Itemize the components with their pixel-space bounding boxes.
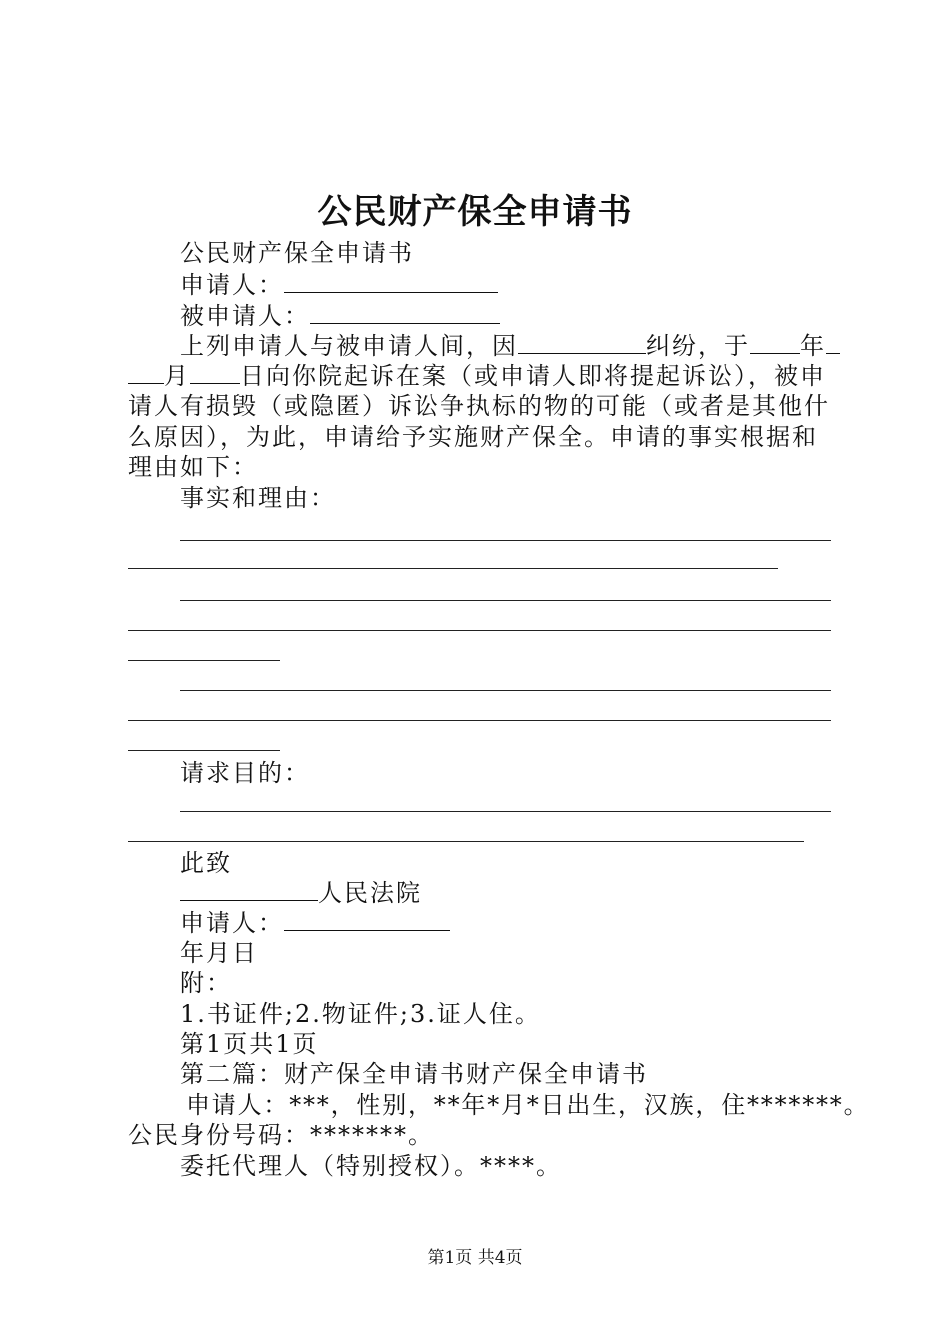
respondent-label: 被申请人： — [180, 302, 310, 330]
para1-line2 — [128, 361, 826, 391]
para1-text: 纠纷，于 — [646, 332, 750, 360]
applicant-blank — [284, 270, 498, 293]
part2-id: 公民身份号码：*******。 — [128, 1121, 434, 1149]
para1-line4: 么原因），为此，申请给予实施财产保全。申请的事实根据和 — [128, 423, 818, 451]
para1-line5: 理由如下： — [128, 453, 258, 481]
dispute-blank — [518, 331, 646, 354]
closing: 此致 — [180, 849, 232, 877]
applicant-label: 申请人： — [180, 271, 284, 299]
date-label: 年月日 — [180, 939, 258, 967]
facts-label: 事实和理由： — [180, 484, 336, 512]
purpose-rule — [180, 811, 831, 812]
respondent-line — [180, 301, 500, 331]
part2-title: 第二篇：财产保全申请书财产保全申请书 — [180, 1060, 648, 1088]
facts-rule — [180, 690, 831, 691]
para1-text: 月 — [164, 362, 190, 390]
page-info: 第1页共1页 — [180, 1030, 319, 1058]
document-title: 公民财产保全申请书 — [317, 192, 633, 232]
purpose-rule — [128, 841, 804, 842]
facts-rule — [128, 660, 280, 661]
month-blank-end — [128, 361, 164, 384]
page-footer: 第1页 共4页 — [427, 1248, 523, 1268]
court-suffix: 人民法院 — [318, 879, 422, 907]
para1-text: 日向你院起诉在案（或申请人即将提起诉讼），被申 — [240, 362, 826, 390]
para1-text: 上列申请人与被申请人间，因 — [180, 332, 518, 360]
attach-items: 1.书证件;2.物证件;3.证人住。 — [180, 1000, 541, 1028]
month-blank-start — [826, 331, 840, 354]
applicant-line — [180, 270, 498, 300]
attach-label: 附： — [180, 969, 232, 997]
facts-rule — [180, 600, 831, 601]
para1-line1 — [180, 331, 840, 361]
facts-rule — [180, 540, 831, 541]
purpose-label: 请求目的： — [180, 759, 310, 787]
respondent-blank — [310, 301, 500, 324]
sign-applicant-line — [180, 908, 450, 938]
sign-applicant-blank — [284, 908, 450, 931]
facts-rule — [128, 720, 831, 721]
sign-applicant-label: 申请人： — [180, 909, 284, 937]
para1-line3: 请人有损毁（或隐匿）诉讼争执标的物的可能（或者是其他什 — [128, 392, 830, 420]
para1-text: 年 — [800, 332, 826, 360]
part2-applicant: 申请人：***，性别，**年*月*日出生，汉族，住*******。 — [186, 1091, 870, 1119]
facts-rule — [128, 750, 280, 751]
facts-rule — [128, 630, 831, 631]
court-line — [180, 878, 422, 908]
year-blank — [750, 331, 800, 354]
subtitle: 公民财产保全申请书 — [180, 239, 414, 267]
facts-rule — [128, 568, 778, 569]
part2-agent: 委托代理人（特别授权）。****。 — [180, 1152, 562, 1180]
court-blank — [180, 878, 318, 901]
day-blank — [190, 361, 240, 384]
